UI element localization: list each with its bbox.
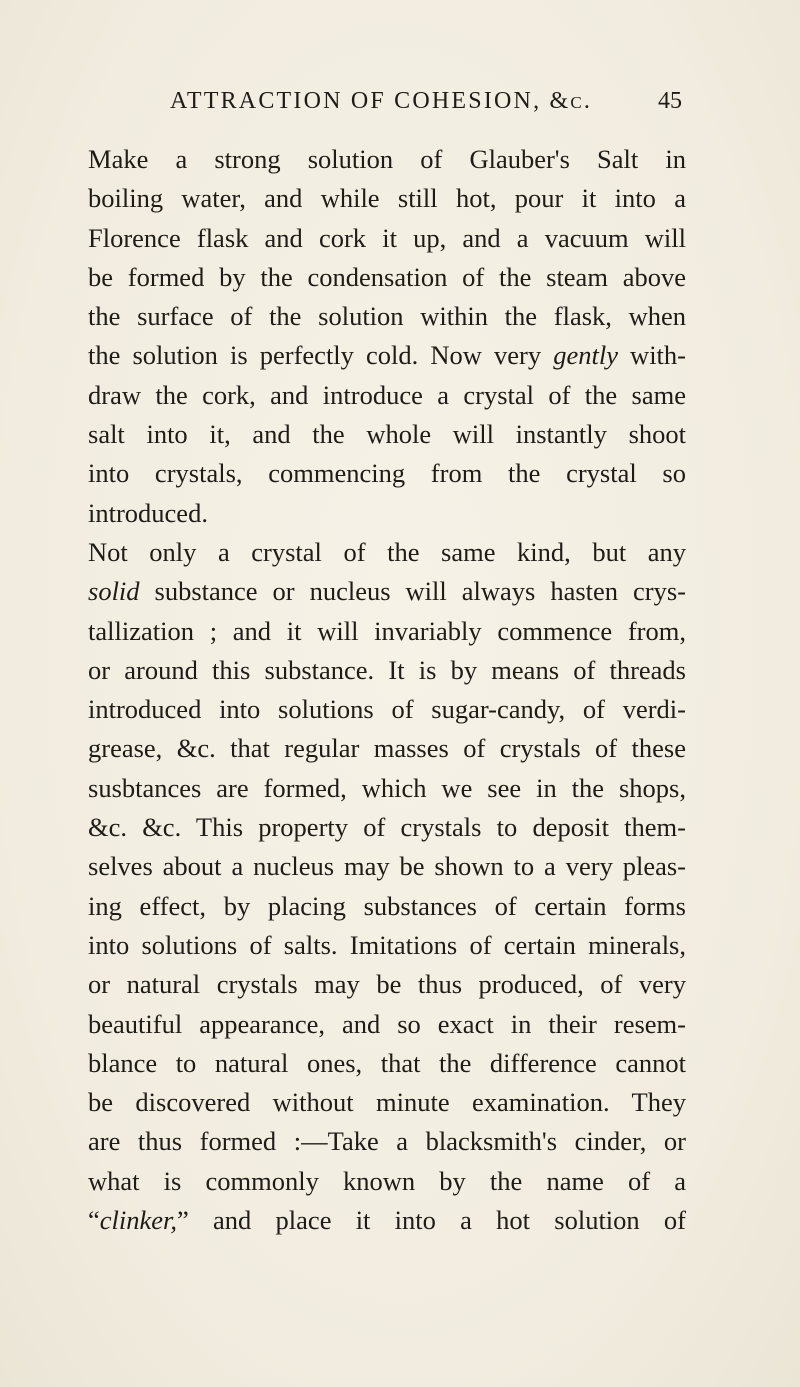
running-title: ATTRACTION OF COHESION, &c. <box>170 88 593 114</box>
text-line: beautiful appearance, and so exact in their resem- <box>88 1008 686 1039</box>
text-line: draw the cork, and introduce a crystal of the same <box>88 379 686 410</box>
text-segment: the solution is perfectly cold. Now very <box>88 340 554 371</box>
italic-word: solid <box>88 576 140 607</box>
text-line: selves about a nucleus may be shown to a very pleas- <box>88 851 686 882</box>
italic-word: gently <box>553 340 618 371</box>
text-line: be formed by the condensation of the steam above <box>88 261 686 292</box>
text-line: into solutions of salts. Imitations of certain minerals, <box>88 929 686 960</box>
text-line: blance to natural ones, that the difference cannot <box>88 1047 686 1078</box>
text-line: boiling water, and while still hot, pour it into a <box>88 183 686 214</box>
text-line: &c. &c. This property of crystals to deposit them- <box>88 812 686 843</box>
text-line: grease, &c. that regular masses of crystals of these <box>88 733 686 764</box>
text-line: ing effect, by placing substances of certain forms <box>88 890 686 921</box>
text-line: be discovered without minute examination. They <box>88 1087 686 1118</box>
text-line: Make a strong solution of Glauber's Salt in <box>88 144 686 174</box>
text-line: are thus formed :—Take a blacksmith's cinder, or <box>88 1126 686 1157</box>
text-line: Florence flask and cork it up, and a vacuum will <box>88 222 686 253</box>
text-segment: substance or nucleus will always hasten crys- <box>139 576 686 607</box>
text-line <box>88 572 686 611</box>
text-line: tallization ; and it will invariably commence from, <box>88 615 686 646</box>
text-line: the surface of the solution within the flask, when <box>88 301 686 332</box>
text-line: what is commonly known by the name of a <box>88 1165 686 1196</box>
text-segment: with- <box>617 340 686 371</box>
text-line: Not only a crystal of the same kind, but any <box>88 536 686 567</box>
text-line: introduced into solutions of sugar-candy, of verdi- <box>88 694 686 725</box>
text-line <box>88 336 686 375</box>
text-line: salt into it, and the whole will instantly shoot <box>88 419 686 450</box>
page-header <box>170 88 682 128</box>
text-line: introduced. <box>88 497 208 528</box>
text-segment: ” and place it into a hot solution of <box>177 1205 686 1236</box>
text-line: or natural crystals may be thus produced, of very <box>88 969 686 1000</box>
body-text <box>88 140 686 1240</box>
text-line: or around this substance. It is by means of threads <box>88 654 686 685</box>
text-segment: “ <box>88 1205 100 1236</box>
italic-word: clinker, <box>99 1205 178 1236</box>
text-line: susbtances are formed, which we see in the shops, <box>88 772 686 803</box>
page-number: 45 <box>658 88 682 114</box>
text-line <box>88 1201 686 1240</box>
text-line: into crystals, commencing from the crystal so <box>88 458 686 489</box>
